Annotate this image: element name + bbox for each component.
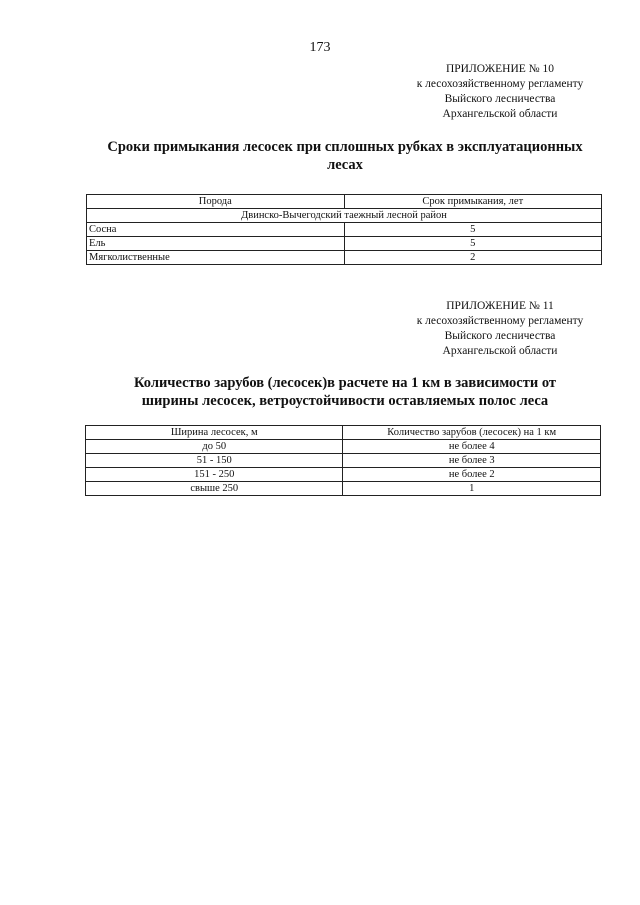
- count-cell: 1: [343, 482, 601, 496]
- count-cell: не более 3: [343, 454, 601, 468]
- appendix-11-line2: Выйского лесничества: [444, 330, 556, 342]
- appendix-11-heading: ПРИЛОЖЕНИЕ № 11: [446, 300, 554, 312]
- width-cell: до 50: [86, 440, 343, 454]
- appendix-10-line3: Архангельской области: [442, 108, 558, 120]
- appendix-11-title-line1: Количество зарубов (лесосек)в расчете на 1 км в зависимости от: [133, 375, 557, 391]
- table-row: [86, 454, 601, 468]
- table-header-row: [87, 195, 602, 209]
- appendix-10-title-line2: лесах: [327, 157, 363, 173]
- term-cell: 5: [344, 223, 601, 237]
- count-cell: не более 4: [343, 440, 601, 454]
- appendix-10-line1: к лесохозяйственному регламенту: [416, 78, 584, 90]
- appendix-10-title: [80, 138, 610, 174]
- species-cell: Мягколиственные: [87, 251, 345, 265]
- table-header-row: [86, 426, 601, 440]
- appendix-11-header: [380, 299, 620, 359]
- species-cell: Сосна: [87, 223, 345, 237]
- clearings-count-table: [85, 425, 601, 496]
- column-header-species: Порода: [87, 195, 345, 209]
- column-header-count: Количество зарубов (лесосек) на 1 км: [343, 426, 601, 440]
- appendix-10-line2: Выйского лесничества: [444, 93, 556, 105]
- term-cell: 2: [344, 251, 601, 265]
- width-cell: 151 - 250: [86, 468, 343, 482]
- width-cell: 51 - 150: [86, 454, 343, 468]
- table-row: [86, 468, 601, 482]
- appendix-11-line1: к лесохозяйственному регламенту: [416, 315, 584, 327]
- region-name: Двинско-Вычегодский таежный лесной район: [87, 209, 602, 223]
- column-header-width: Ширина лесосек, м: [86, 426, 343, 440]
- table-row: [87, 223, 602, 237]
- appendix-11-title: [80, 374, 610, 410]
- appendix-10-title-line1: Сроки примыкания лесосек при сплошных рубках в эксплуатационных: [107, 139, 583, 155]
- table-row: [87, 251, 602, 265]
- table-row: [86, 482, 601, 496]
- appendix-10-header: [380, 62, 620, 122]
- species-cell: Ель: [87, 237, 345, 251]
- term-cell: 5: [344, 237, 601, 251]
- appendix-10-heading: ПРИЛОЖЕНИЕ № 10: [445, 63, 554, 75]
- adjacency-table: [86, 194, 602, 265]
- page-number: 173: [309, 40, 331, 55]
- table-region-row: [87, 209, 602, 223]
- table-row: [86, 440, 601, 454]
- appendix-11-line3: Архангельской области: [442, 345, 558, 357]
- appendix-11-title-line2: ширины лесосек, ветроустойчивости оставляемых полос леса: [141, 393, 549, 409]
- column-header-term: Срок примыкания, лет: [344, 195, 601, 209]
- count-cell: не более 2: [343, 468, 601, 482]
- table-row: [87, 237, 602, 251]
- width-cell: свыше 250: [86, 482, 343, 496]
